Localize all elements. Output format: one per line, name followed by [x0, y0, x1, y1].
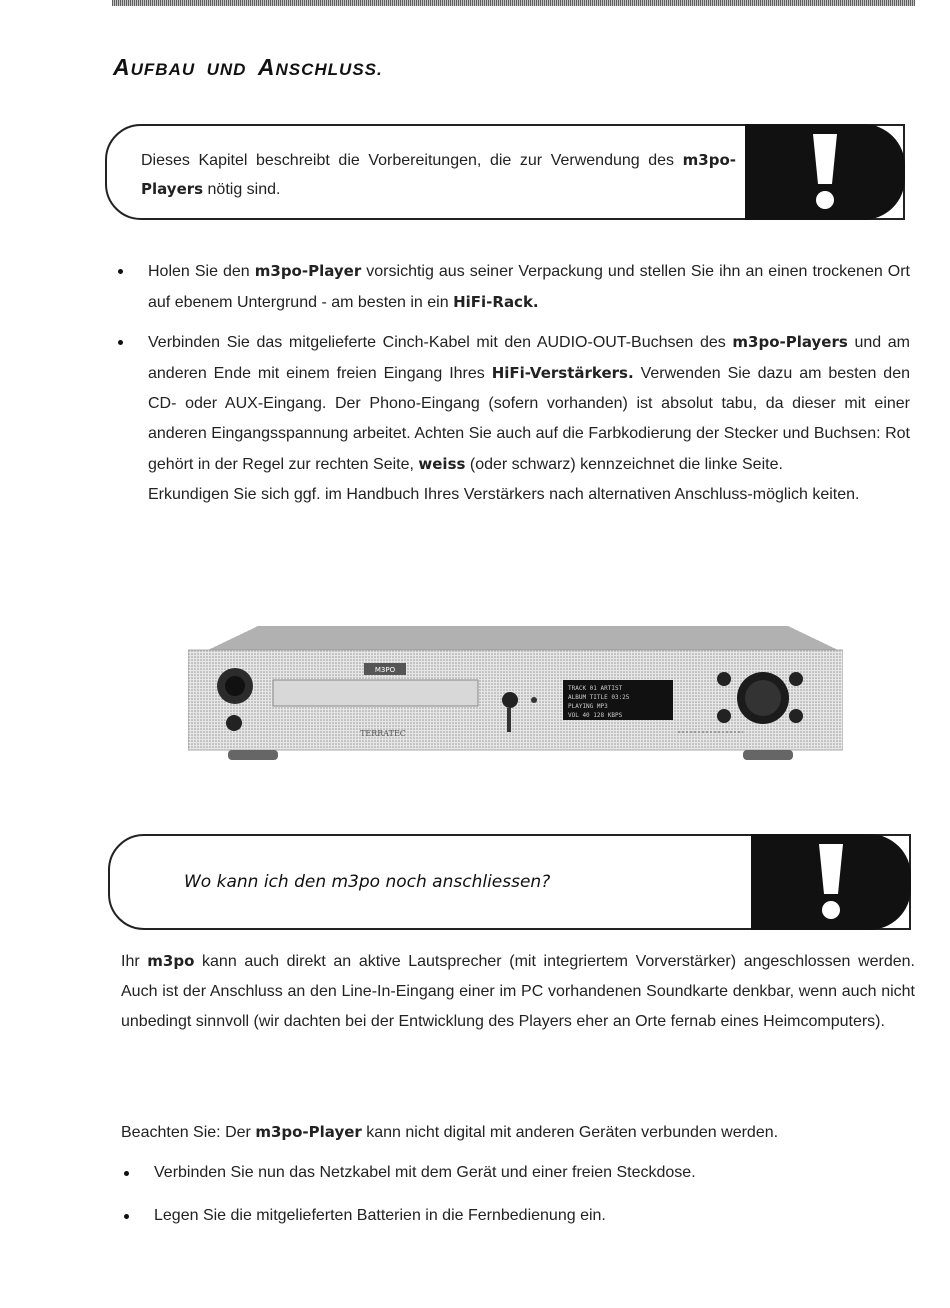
list-item: Verbinden Sie das mitgelieferte Cinch-Kabel mit den AUDIO-OUT-Buchsen des m3po-Players und am anderen Ende mit einem freien Eingang Ihres HiFi-Verstärkers. Verwenden Sie dazu am besten den CD- oder AUX-Eingang. Der Phono-Eingang (sofern vorhanden) ist absolut tabu, da dieser mit einer anderen Eingangsspannung arbeitet. Achten Sie auch auf die Farbkodierung der Stecker und Buchsen: Rot gehört in der Regel zur rechten Seite, weiss (oder schwarz) kennzeichnet die linke Seite. Erkundigen Sie sich ggf. im Handbuch Ihres Verstärkers nach alternativen Anschluss-möglich keiten. [148, 327, 910, 510]
device-photo [188, 620, 843, 770]
paragraph-digital-note: Beachten Sie: Der m3po-Player kann nicht digital mit anderen Geräten verbunden werden. [121, 1123, 779, 1141]
list-item: Holen Sie den m3po-Player vorsichtig aus seiner Verpackung und stellen Sie ihn an einen trockenen Ort auf ebenem Untergrund - am besten in ein HiFi-Rack. [148, 256, 910, 318]
bullet-list-setup [148, 256, 910, 318]
bullet-list-power [154, 1158, 854, 1188]
bullet-list-connect [148, 327, 910, 510]
callout-text: Dieses Kapitel beschreibt die Vorbereitungen, die zur Verwendung des m3po-Players nötig sind. [141, 151, 736, 198]
display-line-2: ALBUM TITLE 03:25 [568, 694, 630, 701]
exclamation-icon [751, 834, 911, 930]
top-rule [112, 0, 915, 6]
exclamation-icon [745, 124, 905, 220]
page-title: AUFBAU UND ANSCHLUSS. [113, 54, 383, 80]
brand-plate: TERRATEC [360, 729, 406, 738]
bullet-list-batteries [154, 1201, 854, 1231]
display-line-4: VOL 40 128 KBPS [568, 712, 623, 719]
question-callout [108, 834, 911, 930]
list-item: Legen Sie die mitgelieferten Batterien in die Fernbedienung ein. [154, 1201, 854, 1231]
display-line-1: TRACK 01 ARTIST [568, 685, 623, 692]
display-line-3: PLAYING MP3 [568, 703, 608, 710]
callout-question: Wo kann ich den m3po noch anschliessen? [184, 872, 551, 892]
info-callout [105, 124, 905, 220]
front-logo: M3PO [374, 666, 396, 674]
list-item: Verbinden Sie nun das Netzkabel mit dem Gerät und einer freien Steckdose. [154, 1158, 854, 1188]
paragraph-connection-options: Ihr m3po kann auch direkt an aktive Lautsprecher (mit integriertem Vorverstärker) angeschlossen werden. Auch ist der Anschluss an den Line-In-Eingang einer im PC vorhandenen Soundkarte denkbar, wenn auch nicht unbedingt sinnvoll (wir dachten bei der Entwicklung des Players eher an Orte fernab eines Heimcomputers). [121, 952, 915, 1030]
